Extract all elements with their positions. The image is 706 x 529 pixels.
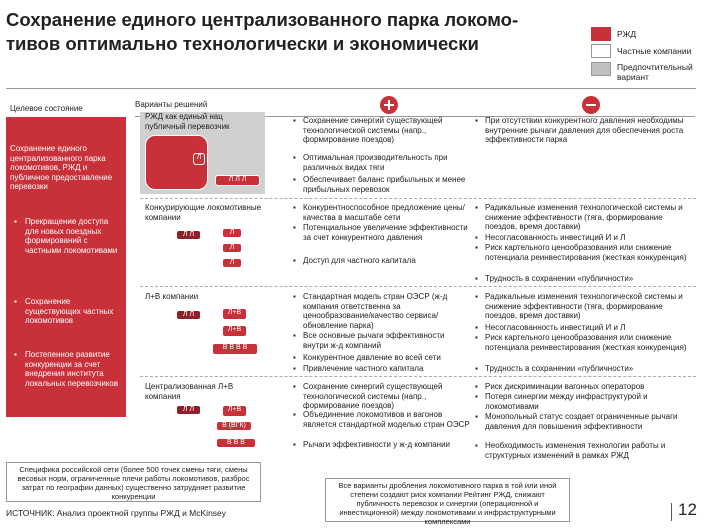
option-4-mark: Л Л xyxy=(176,405,201,415)
legend-label: Частные компании xyxy=(617,46,692,56)
target-main-text: Сохранение единого централизованного парка локомотивов, РЖД и публичное предоставление перевозки xyxy=(10,144,113,191)
option-3-pro: ▪ Привлечение частного капитала xyxy=(303,364,470,374)
option-4-mark: В (ВГК) xyxy=(216,421,252,431)
legend-swatch-white xyxy=(591,44,611,58)
note-network-specifics: Специфика российской сети (более 500 точек смены тяги, смены весовых норм, ограниченные плечи работы локомотивов, разброс затрат по географии данных) существенно затрудняет развитие конкуренции xyxy=(6,462,261,502)
row-divider xyxy=(140,198,696,199)
row-divider xyxy=(140,286,696,287)
minus-icon xyxy=(582,96,600,114)
plus-icon xyxy=(380,96,398,114)
option-3-pro: ▪ Все основные рычаги эффективности внутри ж-д компаний xyxy=(303,331,470,350)
option-2-con: ▪ Трудность в сохранении «публичности» xyxy=(485,274,690,284)
option-1-pro: ▪ Оптимальная производительность при различных видах тяги xyxy=(303,153,470,172)
title-line-1: Сохранение единого централизованного парка локомо- xyxy=(6,9,519,30)
option-4-pro: ▪ Объединение локомотивов и вагонов является стандартной моделью стран ОЭСР xyxy=(303,410,470,429)
option-3-name: Л+В компании xyxy=(145,292,199,301)
option-4-pro: ▪ Сохранение синергий существующей технологической системы (напр., формирование поездов) xyxy=(303,382,470,411)
option-3-pro: ▪ Конкурентное давление во всей сети xyxy=(303,353,470,363)
option-2-pro: ▪ Потенциальное увеличение эффективности за счет конкурентного давления xyxy=(303,223,470,242)
legend-swatch-grey xyxy=(591,62,611,76)
legend-label: Предпочтительный вариант xyxy=(617,62,693,82)
option-1-name: РЖД как единый нац публичный перевозчик xyxy=(145,112,230,131)
option-3-con: ▪ Трудность в сохранении «публичности» xyxy=(485,364,690,374)
page-number: 12 xyxy=(678,500,697,519)
option-2-pro: ▪ Доступ для частного капитала xyxy=(303,256,470,266)
target-bullet: ▪ Прекращение доступа для новых поездных формирований с частными локомотивами xyxy=(25,217,122,255)
option-2-mark: Л xyxy=(222,228,242,238)
option-3-mark: Л Л xyxy=(176,310,201,320)
option-2-pro: ▪ Конкурентноспособное предложение цены/качества в масштабе сети xyxy=(303,203,470,222)
option-3-mark: В В В В xyxy=(212,343,258,355)
option-2-mark: Л xyxy=(222,258,242,268)
page-number-divider xyxy=(671,503,672,521)
option-1-pro: ▪ Сохранение синергий существующей технологической системы (напр., формирование поездов) xyxy=(303,116,470,145)
option-2-con: ▪ Риск картельного ценообразования или снижение потенциала реинвестирования (жесткая конкуренция) xyxy=(485,243,690,262)
option-4-mark: Л+В xyxy=(222,405,247,417)
target-state-panel xyxy=(6,117,126,417)
option-4-con: ▪ Потеря синергии между инфраструктурой и локомотивами xyxy=(485,392,690,411)
options-header: Варианты решений xyxy=(135,100,208,109)
option-2-mark: Л Л xyxy=(176,230,201,240)
option-3-mark: Л+В xyxy=(222,325,247,337)
legend-label: РЖД xyxy=(617,29,637,39)
option-3-con: ▪ Риск картельного ценообразования или снижение потенциала реинвестирования (жесткая конкуренция) xyxy=(485,333,690,352)
option-1-mark-row: Л Л Л xyxy=(215,175,260,186)
option-1-con: ▪ При отсутствии конкурентного давления необходимы внутренние рычаги давления для обеспечения роста эффективности парка xyxy=(485,116,690,145)
legend-item-rzd xyxy=(591,27,636,41)
option-4-mark: В В В xyxy=(216,438,256,448)
option-3-con: ▪ Радикальные изменения технологической системы и снижение эффективности (тяга, формирование поездов, время доставки) xyxy=(485,292,690,321)
option-4-con: ▪ Монопольный статус создает ограниченные рычаги давления для повышения эффективности xyxy=(485,412,690,431)
note-fragmentation-risk: Все варианты дробления локомотивного парка в той или иной степени создают риск компании Рейтинг РЖД, снижают публичность перевозок и синергии (операционной и инвестиционной) между локомотивами и инфраструктурными комплексами xyxy=(325,478,570,522)
option-3-mark: Л+В xyxy=(222,308,247,320)
target-bullet: ▪ Постепенное развитие конкуренции за счет внедрения института локальных перевозчиков xyxy=(25,350,122,388)
divider xyxy=(6,88,696,89)
legend-item-private xyxy=(591,44,691,58)
legend-item-preferred xyxy=(591,62,697,84)
row-divider xyxy=(140,376,696,377)
option-3-con: ▪ Несогласованность инвестиций И и Л xyxy=(485,323,690,333)
target-bullet: ▪ Сохранение существующих частных локомотивов xyxy=(25,297,122,326)
page-title xyxy=(6,8,566,56)
option-4-pro: ▪ Рычаги эффективности у ж-д компании xyxy=(303,440,470,450)
source-note: ИСТОЧНИК: Анализ проектной группы РЖД и McKinsey xyxy=(6,508,227,518)
target-header: Целевое состояние xyxy=(10,104,83,113)
legend-swatch-red xyxy=(591,27,611,41)
option-1-mark: Л xyxy=(193,153,205,165)
option-4-name: Централизованная Л+В компания xyxy=(145,382,234,401)
option-1-pro: ▪ Обеспечивает баланс прибыльных и менее прибыльных перевозок xyxy=(303,175,470,194)
option-2-mark: Л xyxy=(222,243,242,253)
option-4-con: ▪ Необходимость изменения технологии работы и структурных изменений в рамках РЖД xyxy=(485,441,690,460)
option-4-con: ▪ Риск дискриминации вагонных операторов xyxy=(485,382,690,392)
title-line-2: тивов оптимально технологически и экономически xyxy=(6,33,479,54)
option-2-con: ▪ Несогласованность инвестиций И и Л xyxy=(485,233,690,243)
option-3-pro: ▪ Стандартная модель стран ОЭСР (ж-д компания ответственна за ценообразование/качество сервиса/обновление парка) xyxy=(303,292,470,330)
option-2-name: Конкурирующие локомотивные компании xyxy=(145,203,262,222)
option-2-con: ▪ Радикальные изменения технологической системы и снижение эффективности (тяга, формирование поездов, время доставки) xyxy=(485,203,690,232)
